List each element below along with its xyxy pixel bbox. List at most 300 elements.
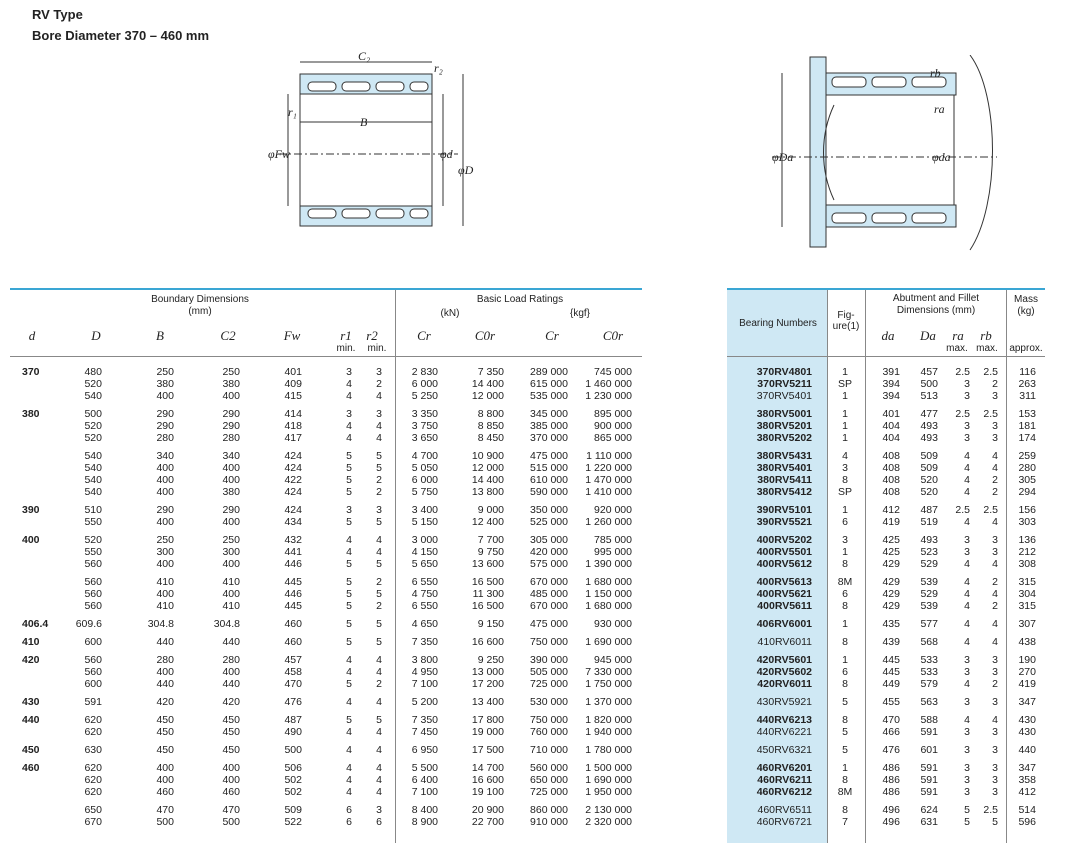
cell-Cr: 5 500 <box>411 762 438 774</box>
cell-r2: 4 <box>376 774 382 786</box>
cell-bearing-number: 430RV5921 <box>756 696 812 708</box>
cell-Cr: 6 550 <box>411 600 438 612</box>
cell-Fw: 424 <box>284 486 302 498</box>
cell-r1: 5 <box>346 462 352 474</box>
cell-C2: 400 <box>222 516 240 528</box>
cell-D: 630 <box>84 744 102 756</box>
cell-D: 560 <box>84 666 102 678</box>
cell-C0r: 7 700 <box>477 534 504 546</box>
cell-r1: 5 <box>346 600 352 612</box>
cell-D: 520 <box>84 534 102 546</box>
cell-r1: 4 <box>346 726 352 738</box>
cell-rb: 3 <box>992 744 998 756</box>
cell-Cr: 7 450 <box>411 726 438 738</box>
cell-r2: 2 <box>376 474 382 486</box>
cell-D: 520 <box>84 378 102 390</box>
cell-ra: 2.5 <box>955 408 970 420</box>
cell-C0r-kgf: 1 680 000 <box>585 600 632 612</box>
cell-figure: 1 <box>842 420 848 432</box>
cell-Cr: 8 400 <box>411 804 438 816</box>
cell-r1: 4 <box>346 696 352 708</box>
cell-D: 560 <box>84 654 102 666</box>
cell-rb: 5 <box>992 816 998 828</box>
cell-C0r-kgf: 1 680 000 <box>585 576 632 588</box>
cell-rb: 3 <box>992 774 998 786</box>
cell-C2: 400 <box>222 774 240 786</box>
cell-r1: 3 <box>346 408 352 420</box>
cell-figure: 8 <box>842 636 848 648</box>
cell-r2: 5 <box>376 516 382 528</box>
header-da-small: da <box>881 328 895 343</box>
header-boundary: Boundary Dimensions <box>151 294 249 305</box>
cell-bearing-number: 400RV5621 <box>756 588 812 600</box>
cell-r1: 4 <box>346 432 352 444</box>
cell-mass: 136 <box>1018 534 1036 546</box>
header-Fw: Fw <box>283 328 301 343</box>
label-d-large: φD <box>458 163 474 177</box>
cell-r1: 4 <box>346 534 352 546</box>
cell-C2: 400 <box>222 666 240 678</box>
cell-bearing-number: 450RV6321 <box>756 744 812 756</box>
cell-r1: 4 <box>346 744 352 756</box>
cell-r2: 5 <box>376 618 382 630</box>
cell-rb: 3 <box>992 432 998 444</box>
cell-Cr-kgf: 750 000 <box>530 636 568 648</box>
cell-C2: 410 <box>222 576 240 588</box>
cell-Fw: 506 <box>284 762 302 774</box>
cell-C0r-kgf: 1 750 000 <box>585 678 632 690</box>
cell-mass: 438 <box>1018 636 1036 648</box>
cell-D: 510 <box>84 504 102 516</box>
cell-C2: 400 <box>222 462 240 474</box>
cell-da: 408 <box>882 474 900 486</box>
cell-Cr-kgf: 485 000 <box>530 588 568 600</box>
cell-Cr: 6 950 <box>411 744 438 756</box>
cell-ra: 3 <box>964 726 970 738</box>
cell-Fw: 460 <box>284 618 302 630</box>
cell-mass: 440 <box>1018 744 1036 756</box>
cell-Da: 624 <box>920 804 938 816</box>
cell-da: 401 <box>882 408 900 420</box>
cell-D: 550 <box>84 516 102 528</box>
cell-Cr-kgf: 345 000 <box>530 408 568 420</box>
header-kgf: {kgf} <box>569 308 591 319</box>
cell-figure: 8 <box>842 774 848 786</box>
cell-bearing-number: 460RV6201 <box>756 762 812 774</box>
cell-B: 400 <box>156 774 174 786</box>
cell-B: 400 <box>156 666 174 678</box>
cell-D: 560 <box>84 558 102 570</box>
cell-C2: 290 <box>222 420 240 432</box>
cell-ra: 4 <box>964 714 970 726</box>
cell-Cr-kgf: 710 000 <box>530 744 568 756</box>
cell-ra: 2.5 <box>955 366 970 378</box>
header-rb-max: max. <box>976 343 998 354</box>
cell-B: 250 <box>156 366 174 378</box>
cell-bearing-number: 380RV5431 <box>756 450 812 462</box>
cell-D: 620 <box>84 786 102 798</box>
cell-D: 591 <box>84 696 102 708</box>
cell-Fw: 487 <box>284 714 302 726</box>
cell-Cr-kgf: 670 000 <box>530 600 568 612</box>
cell-C0r-kgf: 895 000 <box>594 408 632 420</box>
cell-ra: 4 <box>964 486 970 498</box>
cell-figure: 1 <box>842 432 848 444</box>
cell-rb: 3 <box>992 546 998 558</box>
divider-bearing-figure <box>827 290 828 843</box>
cell-Fw: 422 <box>284 474 302 486</box>
cell-C0r: 11 300 <box>472 588 504 600</box>
cell-r2: 4 <box>376 654 382 666</box>
cell-ra: 4 <box>964 462 970 474</box>
header-bearing-numbers: Bearing Numbers <box>739 318 817 329</box>
cell-B: 450 <box>156 726 174 738</box>
cell-C2: 250 <box>222 534 240 546</box>
cell-da: 466 <box>882 726 900 738</box>
cell-mass: 308 <box>1018 558 1036 570</box>
cell-r1: 5 <box>346 486 352 498</box>
cell-B: 450 <box>156 714 174 726</box>
cell-B: 420 <box>156 696 174 708</box>
cell-C0r-kgf: 1 500 000 <box>585 762 632 774</box>
cell-r2: 4 <box>376 390 382 402</box>
cell-C0r: 14 400 <box>471 474 504 486</box>
cell-r1: 4 <box>346 546 352 558</box>
cell-Cr-kgf: 615 000 <box>530 378 568 390</box>
mounting-diagram <box>772 55 1002 255</box>
label-da-small: φda <box>932 150 951 164</box>
cell-Da: 563 <box>920 696 938 708</box>
cell-B: 280 <box>156 432 174 444</box>
cell-C0r: 12 400 <box>471 516 504 528</box>
cell-figure: 1 <box>842 546 848 558</box>
cell-da: 470 <box>882 714 900 726</box>
cell-ra: 3 <box>964 696 970 708</box>
cell-Cr: 6 550 <box>411 576 438 588</box>
cell-r2: 2 <box>376 600 382 612</box>
header-approx: approx. <box>1009 343 1043 354</box>
cell-ra: 4 <box>964 600 970 612</box>
cell-figure: 8M <box>837 576 853 588</box>
label-c2: C₂ <box>358 49 371 63</box>
cell-rb: 4 <box>992 450 998 462</box>
cell-figure: 6 <box>842 588 848 600</box>
cell-D: 480 <box>84 366 102 378</box>
cell-Fw: 401 <box>284 366 302 378</box>
cell-Fw: 424 <box>284 450 302 462</box>
cell-Da: 539 <box>920 576 938 588</box>
cell-figure: 7 <box>842 816 848 828</box>
header-cr: Cr <box>417 328 431 343</box>
cell-figure: 3 <box>842 534 848 546</box>
cell-ra: 5 <box>964 804 970 816</box>
cell-C2: 304.8 <box>213 618 240 630</box>
cell-Cr: 6 400 <box>411 774 438 786</box>
cell-Cr: 3 350 <box>411 408 438 420</box>
cell-Da: 493 <box>920 432 938 444</box>
cell-ra: 3 <box>964 390 970 402</box>
label-ra: ra <box>934 102 945 116</box>
bore-d: 380 <box>22 408 40 420</box>
cell-C0r-kgf: 1 780 000 <box>585 744 632 756</box>
cell-C0r-kgf: 995 000 <box>594 546 632 558</box>
cell-Cr: 5 650 <box>411 558 438 570</box>
cell-Da: 523 <box>920 546 938 558</box>
cell-r2: 4 <box>376 420 382 432</box>
cell-rb: 3 <box>992 654 998 666</box>
cell-Cr: 2 830 <box>411 366 438 378</box>
cell-bearing-number: 380RV5412 <box>756 486 812 498</box>
bore-d: 370 <box>22 366 40 378</box>
cell-C0r: 10 900 <box>471 450 504 462</box>
cell-bearing-number: 410RV6011 <box>757 636 812 648</box>
cell-C0r: 12 000 <box>471 462 504 474</box>
cell-C0r: 9 150 <box>477 618 504 630</box>
cell-r1: 3 <box>346 504 352 516</box>
cell-C0r: 13 600 <box>471 558 504 570</box>
cell-mass: 303 <box>1018 516 1036 528</box>
cell-Da: 493 <box>920 534 938 546</box>
cell-Fw: 500 <box>284 744 302 756</box>
cell-Da: 588 <box>920 714 938 726</box>
cell-C2: 280 <box>222 654 240 666</box>
cell-ra: 4 <box>964 588 970 600</box>
cell-Da: 568 <box>920 636 938 648</box>
cell-C0r-kgf: 1 230 000 <box>585 390 632 402</box>
cell-B: 440 <box>156 636 174 648</box>
cell-ra: 2.5 <box>955 504 970 516</box>
cell-figure: 8 <box>842 558 848 570</box>
cell-Da: 513 <box>920 390 938 402</box>
cell-C0r: 8 450 <box>477 432 504 444</box>
cell-D: 560 <box>84 588 102 600</box>
cell-C2: 440 <box>222 678 240 690</box>
cell-Fw: 417 <box>284 432 302 444</box>
cell-figure: 6 <box>842 516 848 528</box>
cell-da: 486 <box>882 762 900 774</box>
cell-C0r-kgf: 1 150 000 <box>585 588 632 600</box>
cell-r1: 4 <box>346 666 352 678</box>
cell-r2: 2 <box>376 576 382 588</box>
cell-Da: 457 <box>920 366 938 378</box>
cell-da: 425 <box>882 546 900 558</box>
cell-B: 400 <box>156 474 174 486</box>
cell-D: 520 <box>84 420 102 432</box>
cell-C0r: 14 700 <box>471 762 504 774</box>
cell-C0r: 17 800 <box>471 714 504 726</box>
cell-D: 609.6 <box>75 618 102 630</box>
cell-C2: 380 <box>222 378 240 390</box>
cell-figure: 1 <box>842 654 848 666</box>
header-mass-unit: (kg) <box>1017 306 1035 317</box>
cell-da: 408 <box>882 486 900 498</box>
header-B: B <box>156 328 164 343</box>
cell-da: 412 <box>882 504 900 516</box>
cell-Cr: 7 350 <box>411 636 438 648</box>
label-rb: rb <box>930 66 941 80</box>
cell-r1: 4 <box>346 420 352 432</box>
label-d-small: φd <box>440 147 453 161</box>
cell-bearing-number: 380RV5001 <box>756 408 812 420</box>
cell-Cr-kgf: 385 000 <box>530 420 568 432</box>
cell-Cr-kgf: 505 000 <box>530 666 568 678</box>
cell-B: 290 <box>156 504 174 516</box>
cell-C0r-kgf: 1 950 000 <box>585 786 632 798</box>
cell-r2: 5 <box>376 558 382 570</box>
cell-bearing-number: 380RV5201 <box>756 420 812 432</box>
cell-bearing-number: 370RV4801 <box>756 366 812 378</box>
cell-D: 650 <box>84 804 102 816</box>
cell-Cr-kgf: 910 000 <box>530 816 568 828</box>
cell-C0r-kgf: 2 320 000 <box>585 816 632 828</box>
cell-ra: 4 <box>964 516 970 528</box>
cell-rb: 2.5 <box>983 366 998 378</box>
header-bottom-rule-left <box>10 356 642 357</box>
cell-rb: 4 <box>992 516 998 528</box>
cell-Da: 529 <box>920 588 938 600</box>
cell-r1: 5 <box>346 636 352 648</box>
cell-r2: 5 <box>376 636 382 648</box>
cell-mass: 181 <box>1018 420 1036 432</box>
cell-D: 540 <box>84 462 102 474</box>
cell-rb: 4 <box>992 462 998 474</box>
cell-r2: 2 <box>376 378 382 390</box>
cell-r2: 3 <box>376 408 382 420</box>
cell-Cr-kgf: 725 000 <box>530 786 568 798</box>
cell-B: 500 <box>156 816 174 828</box>
cell-mass: 430 <box>1018 726 1036 738</box>
cell-C0r: 20 900 <box>471 804 504 816</box>
cell-D: 620 <box>84 774 102 786</box>
cell-mass: 259 <box>1018 450 1036 462</box>
cell-Da: 601 <box>920 744 938 756</box>
cell-da: 404 <box>882 432 900 444</box>
header-basic-load: Basic Load Ratings <box>476 294 564 305</box>
cell-ra: 3 <box>964 762 970 774</box>
cell-figure: 5 <box>842 744 848 756</box>
cell-rb: 2.5 <box>983 408 998 420</box>
cell-mass: 514 <box>1018 804 1036 816</box>
cell-rb: 2.5 <box>983 504 998 516</box>
cell-rb: 2 <box>992 378 998 390</box>
cell-C2: 450 <box>222 744 240 756</box>
header-D: D <box>91 328 101 343</box>
cell-Fw: 409 <box>284 378 302 390</box>
cell-r2: 5 <box>376 714 382 726</box>
cell-Cr: 7 350 <box>411 714 438 726</box>
header-abutment: Abutment and Fillet <box>892 293 980 304</box>
cell-r1: 4 <box>346 390 352 402</box>
cell-Cr-kgf: 525 000 <box>530 516 568 528</box>
cell-figure: SP <box>837 486 852 498</box>
cell-C2: 500 <box>222 816 240 828</box>
cell-C0r: 9 000 <box>477 504 504 516</box>
cell-bearing-number: 460RV6212 <box>756 786 812 798</box>
cell-Cr-kgf: 725 000 <box>530 678 568 690</box>
cell-rb: 3 <box>992 420 998 432</box>
cell-r2: 4 <box>376 534 382 546</box>
cell-B: 410 <box>156 576 174 588</box>
cell-C2: 410 <box>222 600 240 612</box>
cell-figure: 1 <box>842 366 848 378</box>
cell-C0r-kgf: 1 410 000 <box>585 486 632 498</box>
header-cr-kgf: Cr <box>545 328 559 343</box>
header-rb: rb <box>980 328 992 343</box>
cell-da: 408 <box>882 450 900 462</box>
cell-mass: 294 <box>1018 486 1036 498</box>
cell-Fw: 476 <box>284 696 302 708</box>
cell-figure: 5 <box>842 726 848 738</box>
cell-Da: 487 <box>920 504 938 516</box>
cell-rb: 2 <box>992 600 998 612</box>
cell-rb: 4 <box>992 588 998 600</box>
cell-da: 476 <box>882 744 900 756</box>
cell-rb: 2 <box>992 486 998 498</box>
cell-C0r-kgf: 1 820 000 <box>585 714 632 726</box>
table-top-rule-left <box>10 288 642 290</box>
cell-C0r: 13 400 <box>471 696 504 708</box>
header-bottom-rule-right <box>727 356 1045 357</box>
cell-figure: 1 <box>842 390 848 402</box>
cell-B: 280 <box>156 654 174 666</box>
cell-Fw: 502 <box>284 786 302 798</box>
cell-ra: 4 <box>964 474 970 486</box>
header-kn: (kN) <box>440 308 460 319</box>
cell-r1: 5 <box>346 474 352 486</box>
cell-ra: 3 <box>964 534 970 546</box>
cell-Cr: 6 000 <box>411 378 438 390</box>
cell-Fw: 509 <box>284 804 302 816</box>
cell-bearing-number: 460RV6511 <box>757 804 812 816</box>
cell-Cr: 3 000 <box>411 534 438 546</box>
cell-B: 400 <box>156 486 174 498</box>
cell-r2: 3 <box>376 804 382 816</box>
cell-C0r: 16 500 <box>471 576 504 588</box>
title-line-1: RV Type <box>32 7 83 22</box>
cell-D: 540 <box>84 450 102 462</box>
cell-ra: 4 <box>964 678 970 690</box>
cell-D: 540 <box>84 390 102 402</box>
header-ra-max: max. <box>946 343 968 354</box>
bore-d: 390 <box>22 504 40 516</box>
cell-B: 400 <box>156 588 174 600</box>
cell-Fw: 432 <box>284 534 302 546</box>
cell-Da: 579 <box>920 678 938 690</box>
header-d: d <box>28 328 36 343</box>
cell-bearing-number: 380RV5202 <box>756 432 812 444</box>
cell-bearing-number: 440RV6221 <box>756 726 812 738</box>
cell-C0r-kgf: 785 000 <box>594 534 632 546</box>
cell-r1: 4 <box>346 378 352 390</box>
cell-Fw: 414 <box>284 408 302 420</box>
cell-da: 435 <box>882 618 900 630</box>
cell-mass: 315 <box>1018 576 1036 588</box>
cell-Cr-kgf: 350 000 <box>530 504 568 516</box>
cell-mass: 307 <box>1018 618 1036 630</box>
cell-figure: SP <box>837 378 852 390</box>
cell-Da: 509 <box>920 462 938 474</box>
cell-B: 250 <box>156 534 174 546</box>
cell-B: 460 <box>156 786 174 798</box>
cell-Fw: 458 <box>284 666 302 678</box>
cell-figure: 1 <box>842 618 848 630</box>
cell-figure: 8 <box>842 714 848 726</box>
cell-mass: 430 <box>1018 714 1036 726</box>
header-c0r-kgf: C0r <box>602 328 624 343</box>
cell-Cr-kgf: 515 000 <box>530 462 568 474</box>
cell-r2: 4 <box>376 696 382 708</box>
cell-Cr-kgf: 860 000 <box>530 804 568 816</box>
